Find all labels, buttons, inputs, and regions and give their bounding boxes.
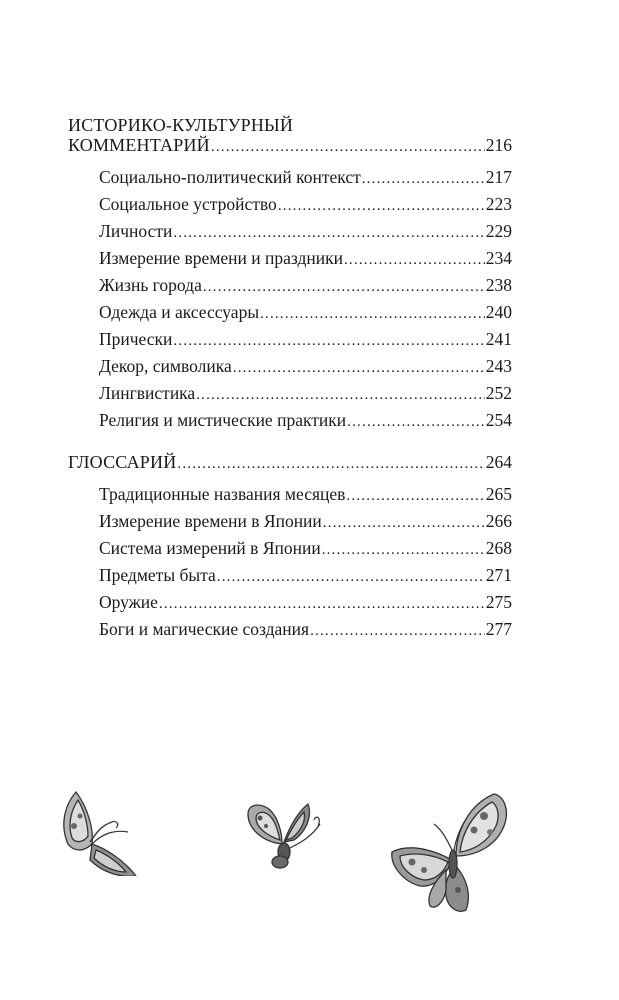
butterfly-icon bbox=[386, 790, 516, 918]
dot-leader bbox=[323, 511, 485, 536]
page-number: 252 bbox=[485, 383, 512, 403]
page-number: 234 bbox=[485, 248, 512, 268]
dot-leader bbox=[203, 275, 485, 300]
page-number: 271 bbox=[485, 565, 512, 585]
page-number: 275 bbox=[485, 592, 512, 612]
toc-item[interactable] bbox=[68, 536, 512, 563]
toc-item-label: Измерение времени в Японии bbox=[99, 511, 322, 531]
toc-item-label: Лингвистика bbox=[99, 383, 196, 403]
page-number: 229 bbox=[485, 221, 512, 241]
page-number: 268 bbox=[485, 538, 512, 558]
toc-item-label: Жизнь города bbox=[99, 275, 202, 295]
toc-item-label: Система измерений в Японии bbox=[99, 538, 321, 558]
toc-heading-row[interactable] bbox=[68, 135, 512, 157]
page-number: 243 bbox=[485, 356, 512, 376]
toc-item[interactable] bbox=[68, 165, 512, 192]
toc-item[interactable] bbox=[68, 354, 512, 381]
dot-leader bbox=[196, 383, 485, 408]
toc-section-glossary bbox=[68, 452, 512, 644]
toc-item-label: Личности bbox=[99, 221, 173, 241]
page-number: 266 bbox=[485, 511, 512, 531]
toc-item-label: Декор, символика bbox=[99, 356, 232, 376]
page-number: 223 bbox=[485, 194, 512, 214]
page-number: 277 bbox=[485, 619, 512, 639]
dot-leader bbox=[346, 484, 484, 509]
toc-item[interactable] bbox=[68, 509, 512, 536]
toc-heading-row[interactable] bbox=[68, 452, 512, 474]
dot-leader bbox=[278, 194, 485, 219]
toc-item[interactable] bbox=[68, 273, 512, 300]
toc-item-label: Предметы быта bbox=[99, 565, 216, 585]
toc-item-label: Социально-политический контекст bbox=[99, 167, 361, 187]
dot-leader bbox=[322, 538, 485, 563]
dot-leader bbox=[344, 248, 485, 273]
toc-item-label: Традиционные названия месяцев bbox=[99, 484, 346, 504]
dot-leader bbox=[173, 329, 484, 354]
table-of-contents bbox=[68, 115, 512, 661]
dot-leader bbox=[217, 565, 485, 590]
page-number: 265 bbox=[485, 484, 512, 504]
toc-item[interactable] bbox=[68, 381, 512, 408]
dot-leader bbox=[260, 302, 485, 327]
toc-item[interactable] bbox=[68, 617, 512, 644]
page-number: 216 bbox=[485, 135, 512, 155]
toc-item-label: Социальное устройство bbox=[99, 194, 277, 214]
toc-item[interactable] bbox=[68, 327, 512, 354]
toc-item[interactable] bbox=[68, 192, 512, 219]
section-title: ИСТОРИКО-КУЛЬТУРНЫЙ bbox=[68, 115, 294, 135]
dot-leader bbox=[233, 356, 485, 381]
toc-item-label: Одежда и аксессуары bbox=[99, 302, 260, 322]
toc-item-label: Прически bbox=[99, 329, 173, 349]
butterfly-icon bbox=[242, 796, 324, 872]
page-number: 241 bbox=[485, 329, 512, 349]
toc-item[interactable] bbox=[68, 219, 512, 246]
page-number: 240 bbox=[485, 302, 512, 322]
toc-item-label: Измерение времени и праздники bbox=[99, 248, 343, 268]
dot-leader bbox=[310, 619, 485, 644]
page-number: 238 bbox=[485, 275, 512, 295]
section-title: ГЛОССАРИЙ bbox=[68, 452, 177, 472]
page-number: 217 bbox=[485, 167, 512, 187]
dot-leader bbox=[211, 137, 485, 157]
decorative-ornaments bbox=[0, 770, 619, 970]
dot-leader bbox=[362, 167, 485, 192]
toc-item-label: Оружие bbox=[99, 592, 158, 612]
dot-leader bbox=[159, 592, 485, 617]
toc-item-label: Религия и мистические практики bbox=[99, 410, 347, 430]
toc-item[interactable] bbox=[68, 300, 512, 327]
toc-item-label: Боги и магические создания bbox=[99, 619, 310, 639]
butterfly-icon bbox=[56, 786, 146, 876]
page-number: 264 bbox=[485, 452, 512, 472]
toc-item[interactable] bbox=[68, 408, 512, 435]
section-title: КОММЕНТАРИЙ bbox=[68, 135, 210, 155]
toc-item[interactable] bbox=[68, 563, 512, 590]
page-number: 254 bbox=[485, 410, 512, 430]
toc-item[interactable] bbox=[68, 590, 512, 617]
dot-leader bbox=[347, 410, 485, 435]
toc-section-commentary bbox=[68, 115, 512, 435]
dot-leader bbox=[173, 221, 484, 246]
toc-item[interactable] bbox=[68, 482, 512, 509]
toc-item[interactable] bbox=[68, 246, 512, 273]
dot-leader bbox=[177, 454, 484, 474]
